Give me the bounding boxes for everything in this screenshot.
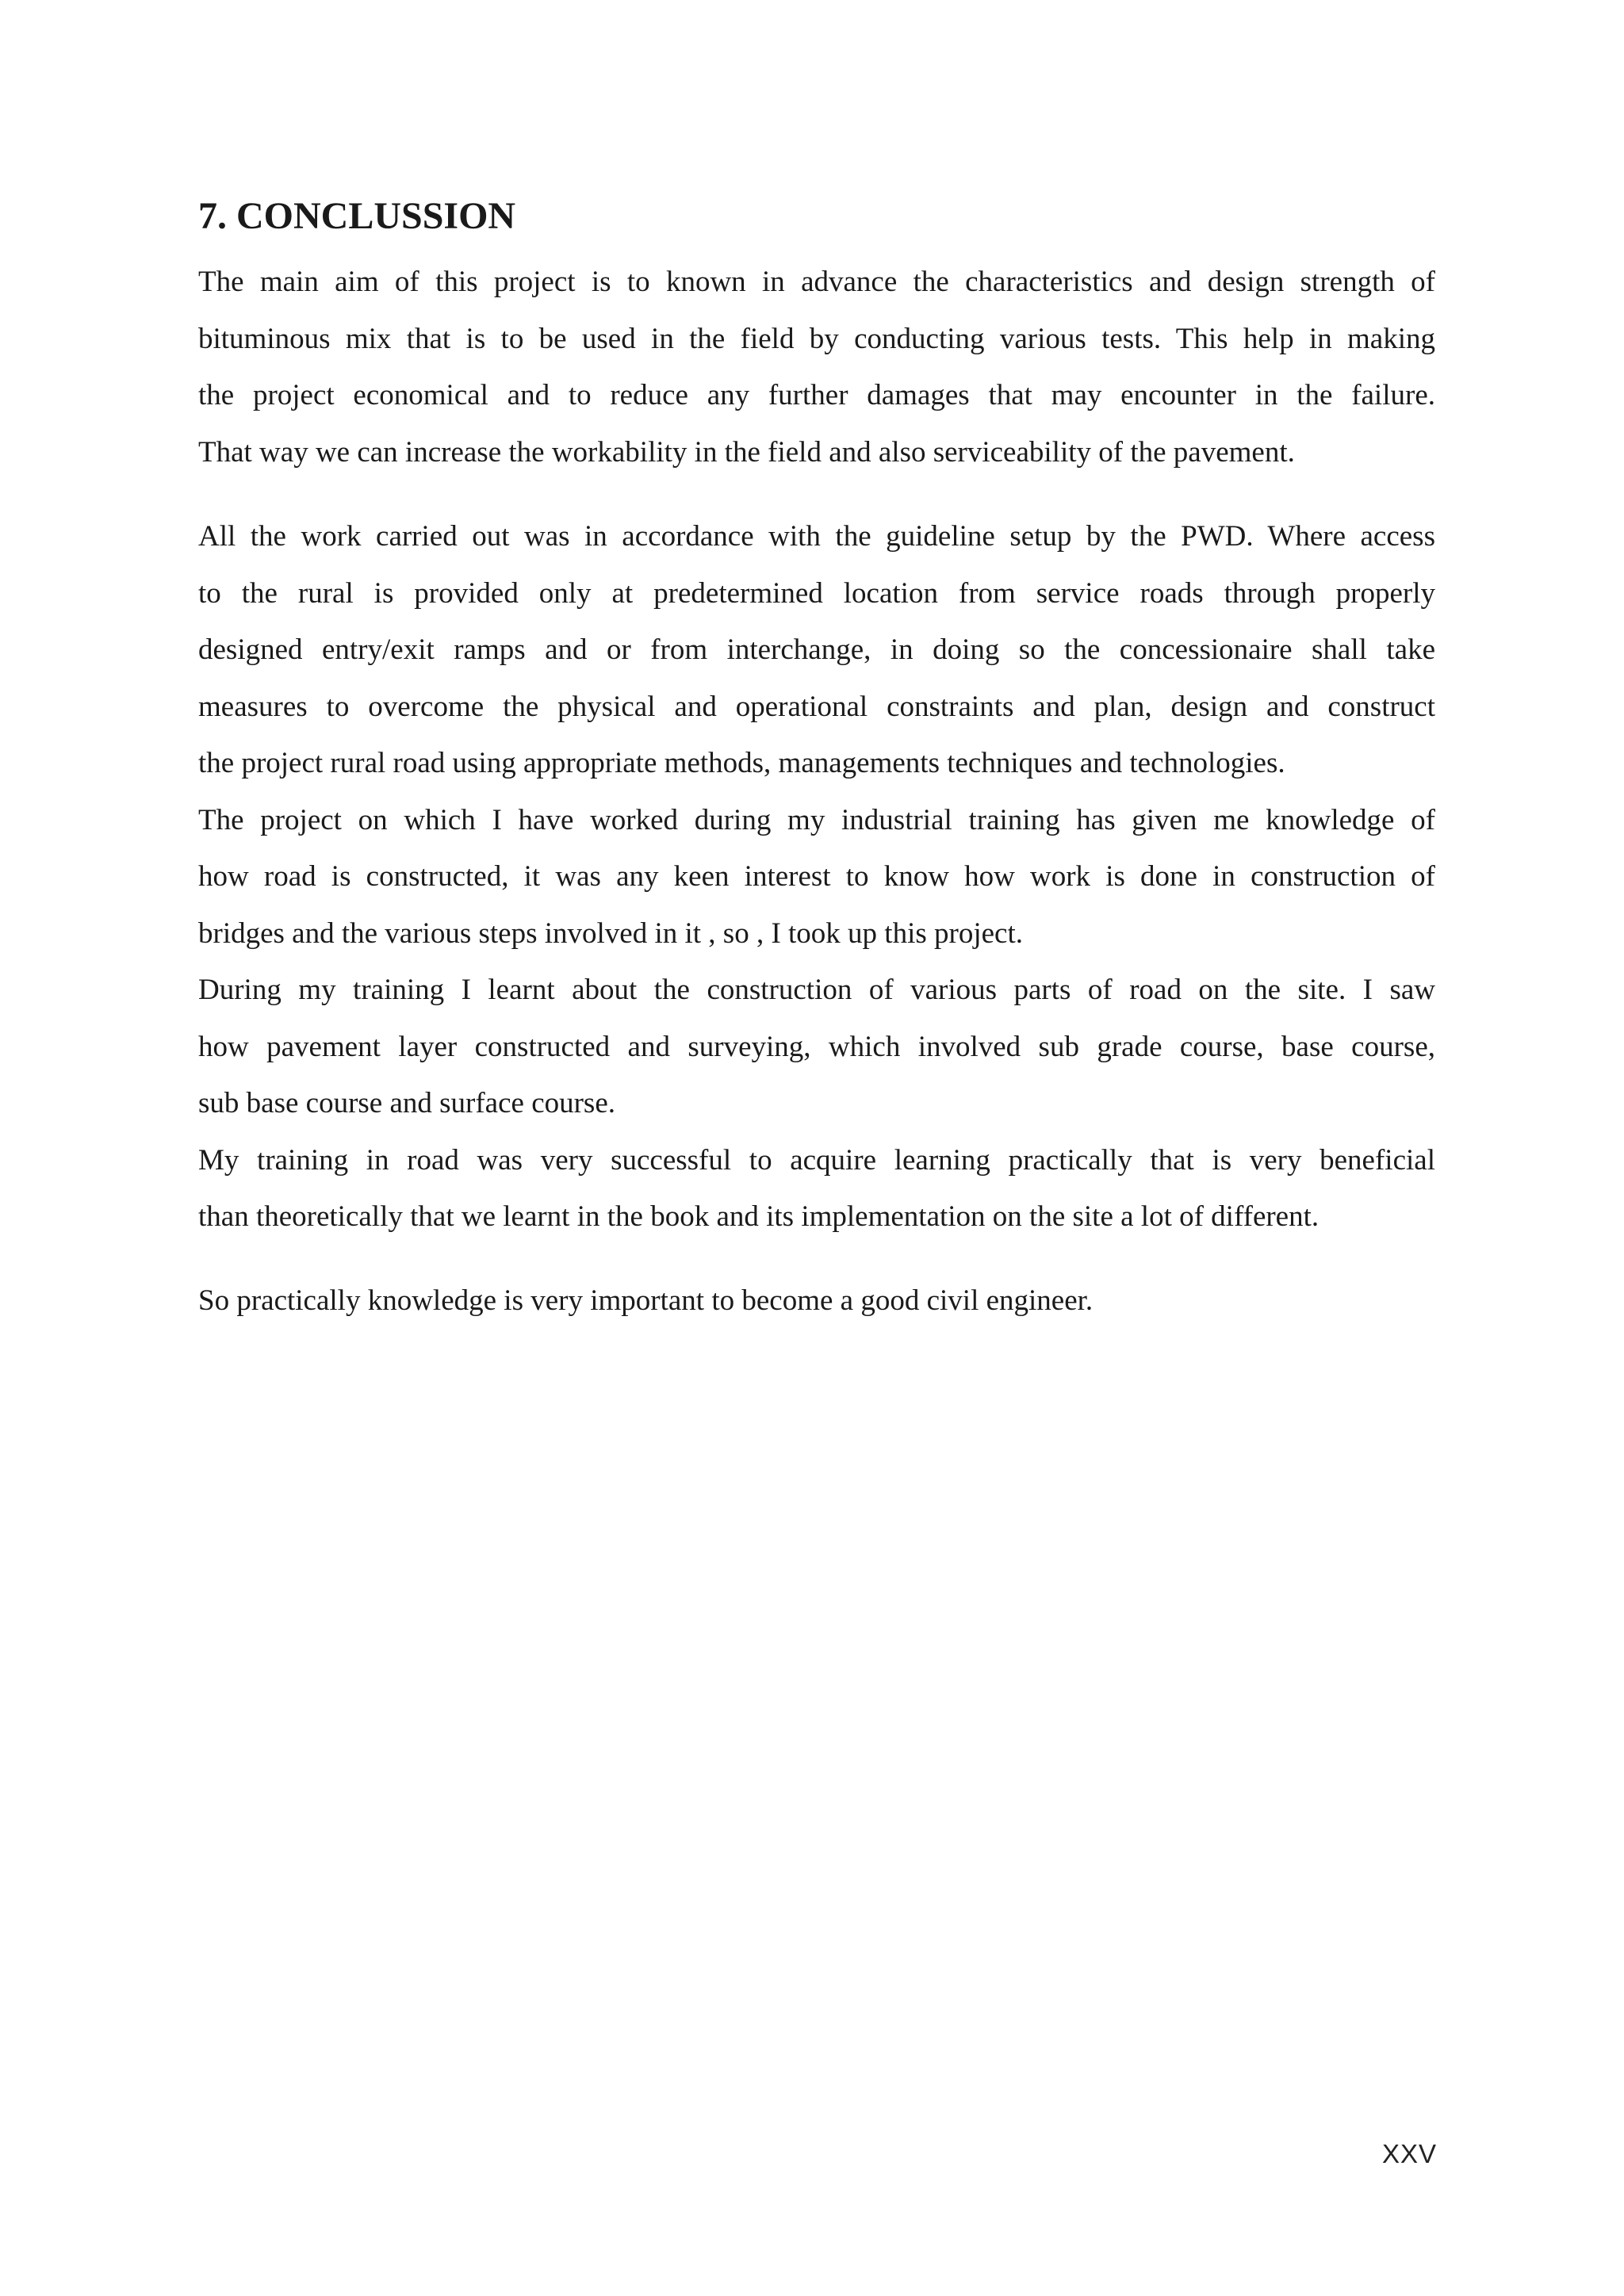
paragraph-closing [198,1272,1435,1330]
text-line: the project rural road using appropriate methods, managements techniques and technologies. [198,747,1285,779]
text-line: My training in road was very successful to acquire learning practically that is very beneficial [198,1143,1435,1177]
text-line: to the rural is provided only at predetermined location from service roads through properly [198,576,1435,610]
text-line: bridges and the various steps involved in it , so , I took up this project. [198,916,1023,950]
text-line: the project economical and to reduce any further damages that may encounter in the failure. [198,379,1435,411]
paragraph-construction-learning [198,962,1435,1132]
body-text-block [198,508,1435,1246]
text-line: bituminous mix that is to be used in the field by conducting various tests. This help in making [198,322,1435,355]
text-line: than theoretically that we learnt in the book and its implementation on the site a lot of different. [198,1200,1320,1233]
text-line: During my training I learnt about the construction of various parts of road on the site. I saw [198,974,1435,1006]
text-line: The project on which I have worked during my industrial training has given me knowledge of [198,803,1435,836]
paragraph-industrial-training [198,792,1435,962]
text-line: The main aim of this project is to known in advance the characteristics and design strength of [198,266,1435,298]
text-line: So practically knowledge is very important to become a good civil engineer. [198,1284,1094,1317]
text-line: measures to overcome the physical and operational constraints and plan, design and construct [198,690,1435,723]
text-line: designed entry/exit ramps and or from interchange, in doing so the concessionaire shall take [198,633,1435,666]
page-number: XXV [1381,2139,1437,2168]
paragraph-main-aim [198,254,1435,480]
text-line: how pavement layer constructed and surveying, which involved sub grade course, base course, [198,1030,1435,1063]
text-line: That way we can increase the workability in the field and also serviceability of the pavement. [198,435,1295,469]
section-heading: 7. CONCLUSSION [198,195,516,237]
paragraph-pwd-guideline [198,508,1435,792]
paragraph-training-success [198,1132,1435,1246]
text-line: sub base course and surface course. [198,1087,616,1119]
text-line: All the work carried out was in accordance with the guideline setup by the PWD. Where access [198,520,1435,553]
text-line: how road is constructed, it was any keen interest to know how work is done in construction of [198,860,1435,893]
